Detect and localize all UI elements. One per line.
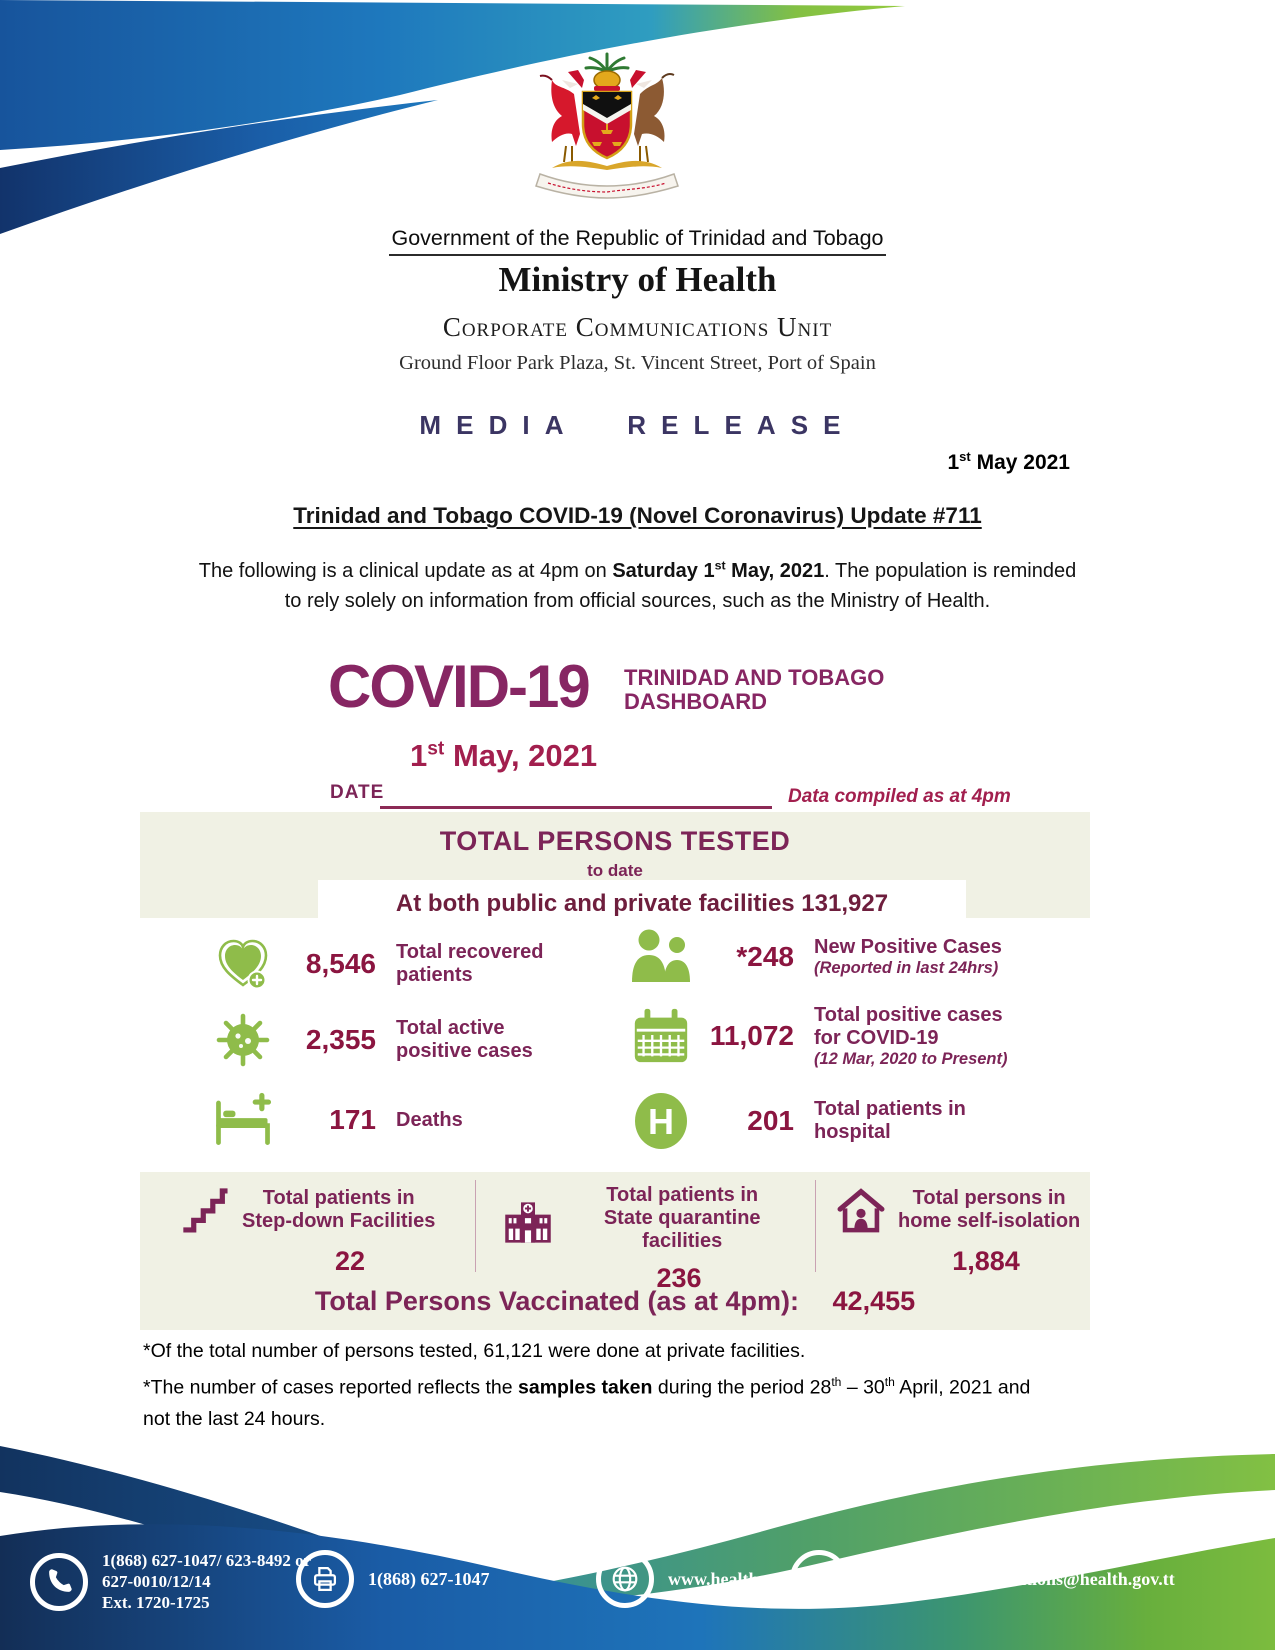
footnote-2 <box>143 1367 1143 1404</box>
brand-subtitle-line2: DASHBOARD <box>624 689 767 715</box>
stat-home-isolation <box>832 1184 1082 1277</box>
stat-deaths <box>210 1090 463 1150</box>
stat-total-positive <box>628 1004 1008 1069</box>
dashboard-brand-subtitle <box>624 666 884 714</box>
footnote-1: *Of the total number of persons tested, 61,121 were done at private facilities. <box>143 1340 806 1362</box>
stat-label <box>396 941 543 987</box>
panel-divider <box>815 1180 816 1272</box>
phone-line: 1(868) 627-1047/ 623-8492 or <box>102 1551 312 1570</box>
stat-label <box>396 1109 463 1132</box>
fax-printer-icon <box>296 1550 354 1608</box>
dashboard-date-value <box>410 738 597 774</box>
home-isolation-icon <box>832 1184 890 1236</box>
stat-value: 171 <box>329 1104 376 1135</box>
at-icon <box>790 1550 848 1608</box>
facility-value: 1,884 <box>952 1246 1020 1276</box>
stat-label <box>814 1004 1008 1069</box>
government-line: Government of the Republic of Trinidad and Tobago <box>391 226 884 250</box>
stat-label-line: Deaths <box>396 1108 463 1131</box>
fax-number: 1(868) 627-1047 <box>368 1568 490 1589</box>
facility-panel <box>140 1172 1090 1330</box>
svg-text:@: @ <box>807 1563 831 1593</box>
facility-label-line: Total patients in <box>606 1184 759 1206</box>
covid-dashboard <box>140 640 1090 1334</box>
vaccinated-label: Total Persons Vaccinated (as at 4pm): <box>314 1286 800 1316</box>
footnote-3: not the last 24 hours. <box>143 1407 326 1430</box>
dashboard-brand: COVID-19 <box>328 653 589 720</box>
stat-label-line: New Positive Cases <box>814 936 1002 959</box>
letterhead <box>0 226 1275 375</box>
facilities-total-line: At both public and private facilities 131,927 <box>318 880 966 928</box>
cocrico-bird <box>634 78 665 146</box>
svg-text:H: H <box>648 1101 674 1142</box>
dash-date-rest: May, 2021 <box>444 738 598 773</box>
phone-line: Ext. 1720-1725 <box>102 1593 210 1612</box>
stat-recovered <box>210 932 543 996</box>
palm-crest <box>586 54 628 72</box>
stat-label-line: Total recovered <box>396 941 544 963</box>
facility-value: 236 <box>656 1263 702 1293</box>
stat-label-line: patients <box>396 964 473 986</box>
footnote-text: April, 2021 and <box>894 1376 1031 1399</box>
footer-swoosh-graphic <box>0 1440 1275 1650</box>
facility-label <box>242 1187 435 1233</box>
stat-label-line: Total patients in <box>814 1098 966 1120</box>
brand-subtitle-line1: TRINIDAD AND TOBAGO <box>624 665 885 690</box>
vaccinated-value: 42,455 <box>832 1286 916 1316</box>
dashboard-date-line <box>380 778 772 809</box>
hospital-bed-icon <box>210 1090 276 1150</box>
stat-value: 11,072 <box>709 1020 794 1052</box>
stat-label-line: hospital <box>814 1121 891 1143</box>
calendar-icon <box>628 1005 694 1067</box>
stat-label <box>814 1098 966 1144</box>
dashboard-date-label: DATE <box>330 782 385 803</box>
people-icon <box>628 926 694 988</box>
contact-fax <box>296 1550 489 1608</box>
tested-subheading: to date <box>587 861 643 880</box>
footnote-sup: th <box>884 1375 895 1389</box>
stat-value: 2,355 <box>305 1024 376 1055</box>
stairs-icon <box>176 1184 234 1236</box>
stat-label <box>396 1017 533 1063</box>
panel-divider <box>475 1180 476 1272</box>
facility-label-line: State quarantine facilities <box>603 1207 761 1252</box>
letterhead-divider <box>389 254 886 256</box>
contact-website <box>596 1550 806 1608</box>
footer <box>0 1440 1275 1650</box>
stat-label-line: Total positive cases <box>814 1004 1003 1026</box>
email-address: corporatecommunications@health.gov.tt <box>862 1568 1175 1589</box>
stat-active-cases <box>210 1008 533 1072</box>
vaccinated-line <box>140 1286 1090 1317</box>
footnote-text: *The number of cases reported reflects the <box>143 1376 519 1399</box>
stat-label-line: Total active <box>396 1017 505 1039</box>
scarlet-ibis <box>551 80 580 146</box>
intro-text: The following is a clinical update as at 4pm on <box>198 560 613 582</box>
stat-sublabel: (12 Mar, 2020 to Present) <box>814 1050 1008 1068</box>
intro-text-2: . The population is reminded to rely solely on information from official sources, such as the Ministry of Health. <box>284 560 1077 612</box>
globe-icon <box>596 1550 654 1608</box>
address-line: Ground Floor Park Plaza, St. Vincent Street, Port of Spain <box>399 352 876 374</box>
facility-label-line: Total patients in <box>262 1187 415 1209</box>
hospital-h-icon <box>628 1090 694 1152</box>
stat-hospitalised <box>628 1090 966 1152</box>
media-release-heading: MEDIA RELEASE <box>419 410 856 440</box>
phone-icon <box>30 1553 88 1611</box>
top-swoosh-graphic <box>0 0 950 240</box>
ministry-title: Ministry of Health <box>498 260 777 299</box>
facility-label-line: Step-down Facilities <box>242 1210 436 1232</box>
intro-bold-rest: May, 2021 <box>725 560 825 582</box>
stat-label-line: positive cases <box>396 1040 533 1062</box>
facility-label-line: home self-isolation <box>898 1210 1081 1232</box>
release-date <box>947 449 1070 475</box>
release-date-suffix: st <box>959 449 971 464</box>
phone-numbers <box>102 1550 311 1613</box>
heart-icon <box>210 932 276 996</box>
stat-sublabel: (Reported in last 24hrs) <box>814 959 999 978</box>
footnote-sup: th <box>831 1375 842 1389</box>
compiled-note: Data compiled as at 4pm <box>788 786 1011 807</box>
motto-scroll <box>536 174 678 198</box>
website-url: www.health.gov.tt <box>668 1568 806 1589</box>
facility-value: 22 <box>334 1246 366 1276</box>
dash-date-suffix: st <box>427 738 445 760</box>
stat-new-positive <box>628 926 1002 988</box>
stat-value: 8,546 <box>305 948 376 979</box>
release-date-day: 1 <box>947 451 960 474</box>
intro-bold-date <box>612 560 824 582</box>
intro-paragraph <box>193 556 1083 616</box>
stat-stepdown <box>176 1184 466 1277</box>
release-date-rest: May 2021 <box>970 451 1070 474</box>
contact-email <box>790 1550 1175 1608</box>
dash-date-day: 1 <box>410 738 428 773</box>
stat-value: *248 <box>736 941 794 972</box>
virus-icon <box>210 1008 276 1072</box>
intro-bold-suffix: st <box>714 558 726 573</box>
stat-label <box>814 936 1002 978</box>
intro-bold-day: Saturday 1 <box>612 560 715 582</box>
footnote-text: – 30 <box>841 1376 885 1399</box>
stat-value: 201 <box>747 1105 794 1136</box>
tested-heading: TOTAL PERSONS TESTED <box>439 826 791 856</box>
facility-label <box>564 1184 800 1253</box>
facility-label <box>898 1187 1080 1233</box>
footnote-text: during the period 28 <box>652 1376 832 1399</box>
facility-label-line: Total persons in <box>912 1187 1066 1209</box>
quarantine-building-icon <box>500 1193 556 1245</box>
contact-phone <box>30 1550 311 1613</box>
stat-quarantine <box>500 1184 800 1294</box>
update-title: Trinidad and Tobago COVID-19 (Novel Coronavirus) Update #711 <box>293 503 982 528</box>
coat-of-arms <box>522 50 692 212</box>
stat-label-line: for COVID-19 <box>814 1027 939 1049</box>
phone-line: 627-0010/12/14 <box>102 1572 211 1591</box>
footnote-bold: samples taken <box>518 1376 653 1399</box>
unit-title: Corporate Communications Unit <box>442 312 833 342</box>
footnotes <box>143 1336 1143 1435</box>
